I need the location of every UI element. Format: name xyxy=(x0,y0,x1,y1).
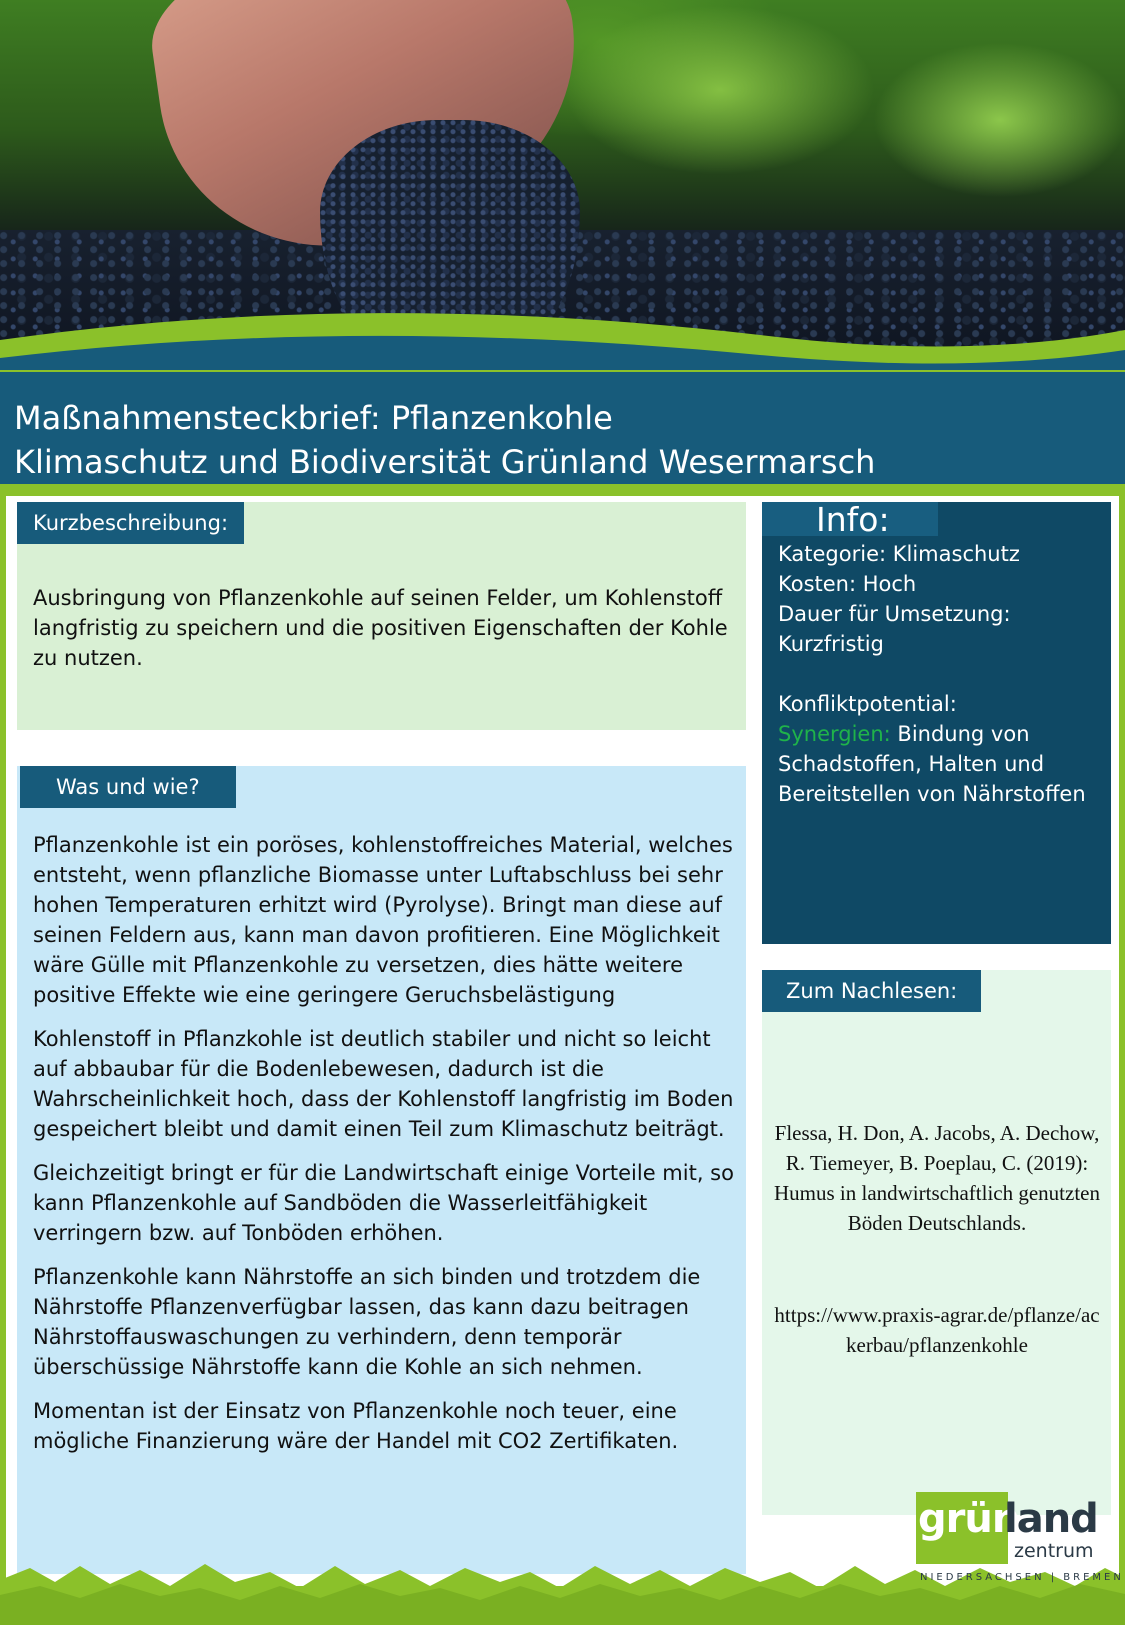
was-und-wie-label: Was und wie? xyxy=(20,766,236,808)
info-synergien xyxy=(778,719,1108,809)
info-konfliktpotential-label: Konfliktpotential: xyxy=(778,692,957,716)
info-panel xyxy=(762,502,1111,944)
info-kosten: Kosten: Hoch xyxy=(778,572,917,596)
info-kategorie: Kategorie: Klimaschutz xyxy=(778,542,1020,566)
info-dauer: Dauer für Umsetzung: xyxy=(778,602,1011,626)
info-lines xyxy=(778,539,1108,809)
page-title-line-1: Maßnahmensteckbrief: Pflanzenkohle xyxy=(14,399,613,437)
page-title-line-2: Klimaschutz und Biodiversität Grünland Wesermarsch xyxy=(14,443,876,481)
paragraph: Gleichzeitigt bringt er für die Landwirtschaft einige Vorteile mit, so kann Pflanzenkohle auf Sandböden die Wasserleitfähigkeit verringern bzw. auf Tonböden erhöhen. xyxy=(33,1161,734,1245)
zum-nachlesen-label: Zum Nachlesen: xyxy=(762,970,981,1012)
reference-citation: Flessa, H. Don, A. Jacobs, A. Dechow, R. Tiemeyer, B. Poeplau, C. (2019): Humus in landwirtschaftlich genutzten Böden Deutschlands. xyxy=(773,1121,1100,1235)
was-und-wie-panel xyxy=(17,766,746,1574)
kurzbeschreibung-panel xyxy=(17,502,746,730)
paragraph: Kohlenstoff in Pflanzkohle ist deutlich stabiler und nicht so leicht auf abbaubar für die Bodenlebewesen, dadurch ist die Wahrscheinlichkeit hoch, dass der Kohlenstoff langfristig im Boden gespeichert bleibt und damit einen Teil zum Klimaschutz beiträgt. xyxy=(33,1027,734,1141)
info-synergien-label: Synergien: xyxy=(778,722,891,746)
reference-link[interactable]: https://www.praxis-agrar.de/pflanze/ackerbau/pflanzenkohle xyxy=(774,1303,1100,1357)
logo-tagline: NIEDERSACHSEN | BREMEN xyxy=(920,1572,1124,1583)
info-label: Info: xyxy=(762,502,938,536)
logo-word-land: land xyxy=(1004,1496,1098,1542)
info-dauer-value: Kurzfristig xyxy=(778,632,884,656)
info-synergien-text: Bindung von Schadstoffen, Halten und Bereitstellen von Nährstoffen xyxy=(778,722,1086,806)
main-content xyxy=(6,496,1119,1586)
spacer xyxy=(778,659,1108,689)
was-und-wie-body xyxy=(33,830,743,1470)
gruenland-logo xyxy=(914,1488,1124,1598)
kurzbeschreibung-text: Ausbringung von Pflanzenkohle auf seinen Felder, um Kohlenstoff langfristig zu speichern und die positiven Eigenschaften der Kohle zu nutzen. xyxy=(33,586,728,670)
kurzbeschreibung-label: Kurzbeschreibung: xyxy=(17,502,244,544)
logo-word-zentrum: zentrum xyxy=(1014,1540,1094,1562)
green-wave-divider xyxy=(0,300,1125,370)
hero-photo-soil-hand xyxy=(0,0,1125,370)
paragraph: Pflanzenkohle kann Nährstoffe an sich binden und trotzdem die Nährstoffe Pflanzenverfügbar lassen, das kann dazu beitragen Nährstoffauswaschungen zu verhindern, denn temporär überschüssige Nährstoffe kann die Kohle an sich nehmen. xyxy=(33,1265,701,1379)
logo-word-gruen: grün xyxy=(918,1496,1020,1542)
title-band xyxy=(0,372,1125,490)
paragraph: Momentan ist der Einsatz von Pflanzenkohle noch teuer, eine mögliche Finanzierung wäre der Handel mit CO2 Zertifikaten. xyxy=(33,1399,679,1453)
paragraph: Pflanzenkohle ist ein poröses, kohlenstoffreiches Material, welches entsteht, wenn pflanzliche Biomasse unter Luftabschluss bei sehr hohen Temperaturen erhitzt wird (Pyrolyse). Bringt man diese auf seinen Feldern aus, kann man davon profitieren. Eine Möglichkeit wäre Gülle mit Pflanzenkohle zu versetzen, dies hätte weitere positive Effekte wie eine geringere Geruchsbelästigung xyxy=(33,833,733,1007)
zum-nachlesen-panel xyxy=(762,970,1111,1515)
